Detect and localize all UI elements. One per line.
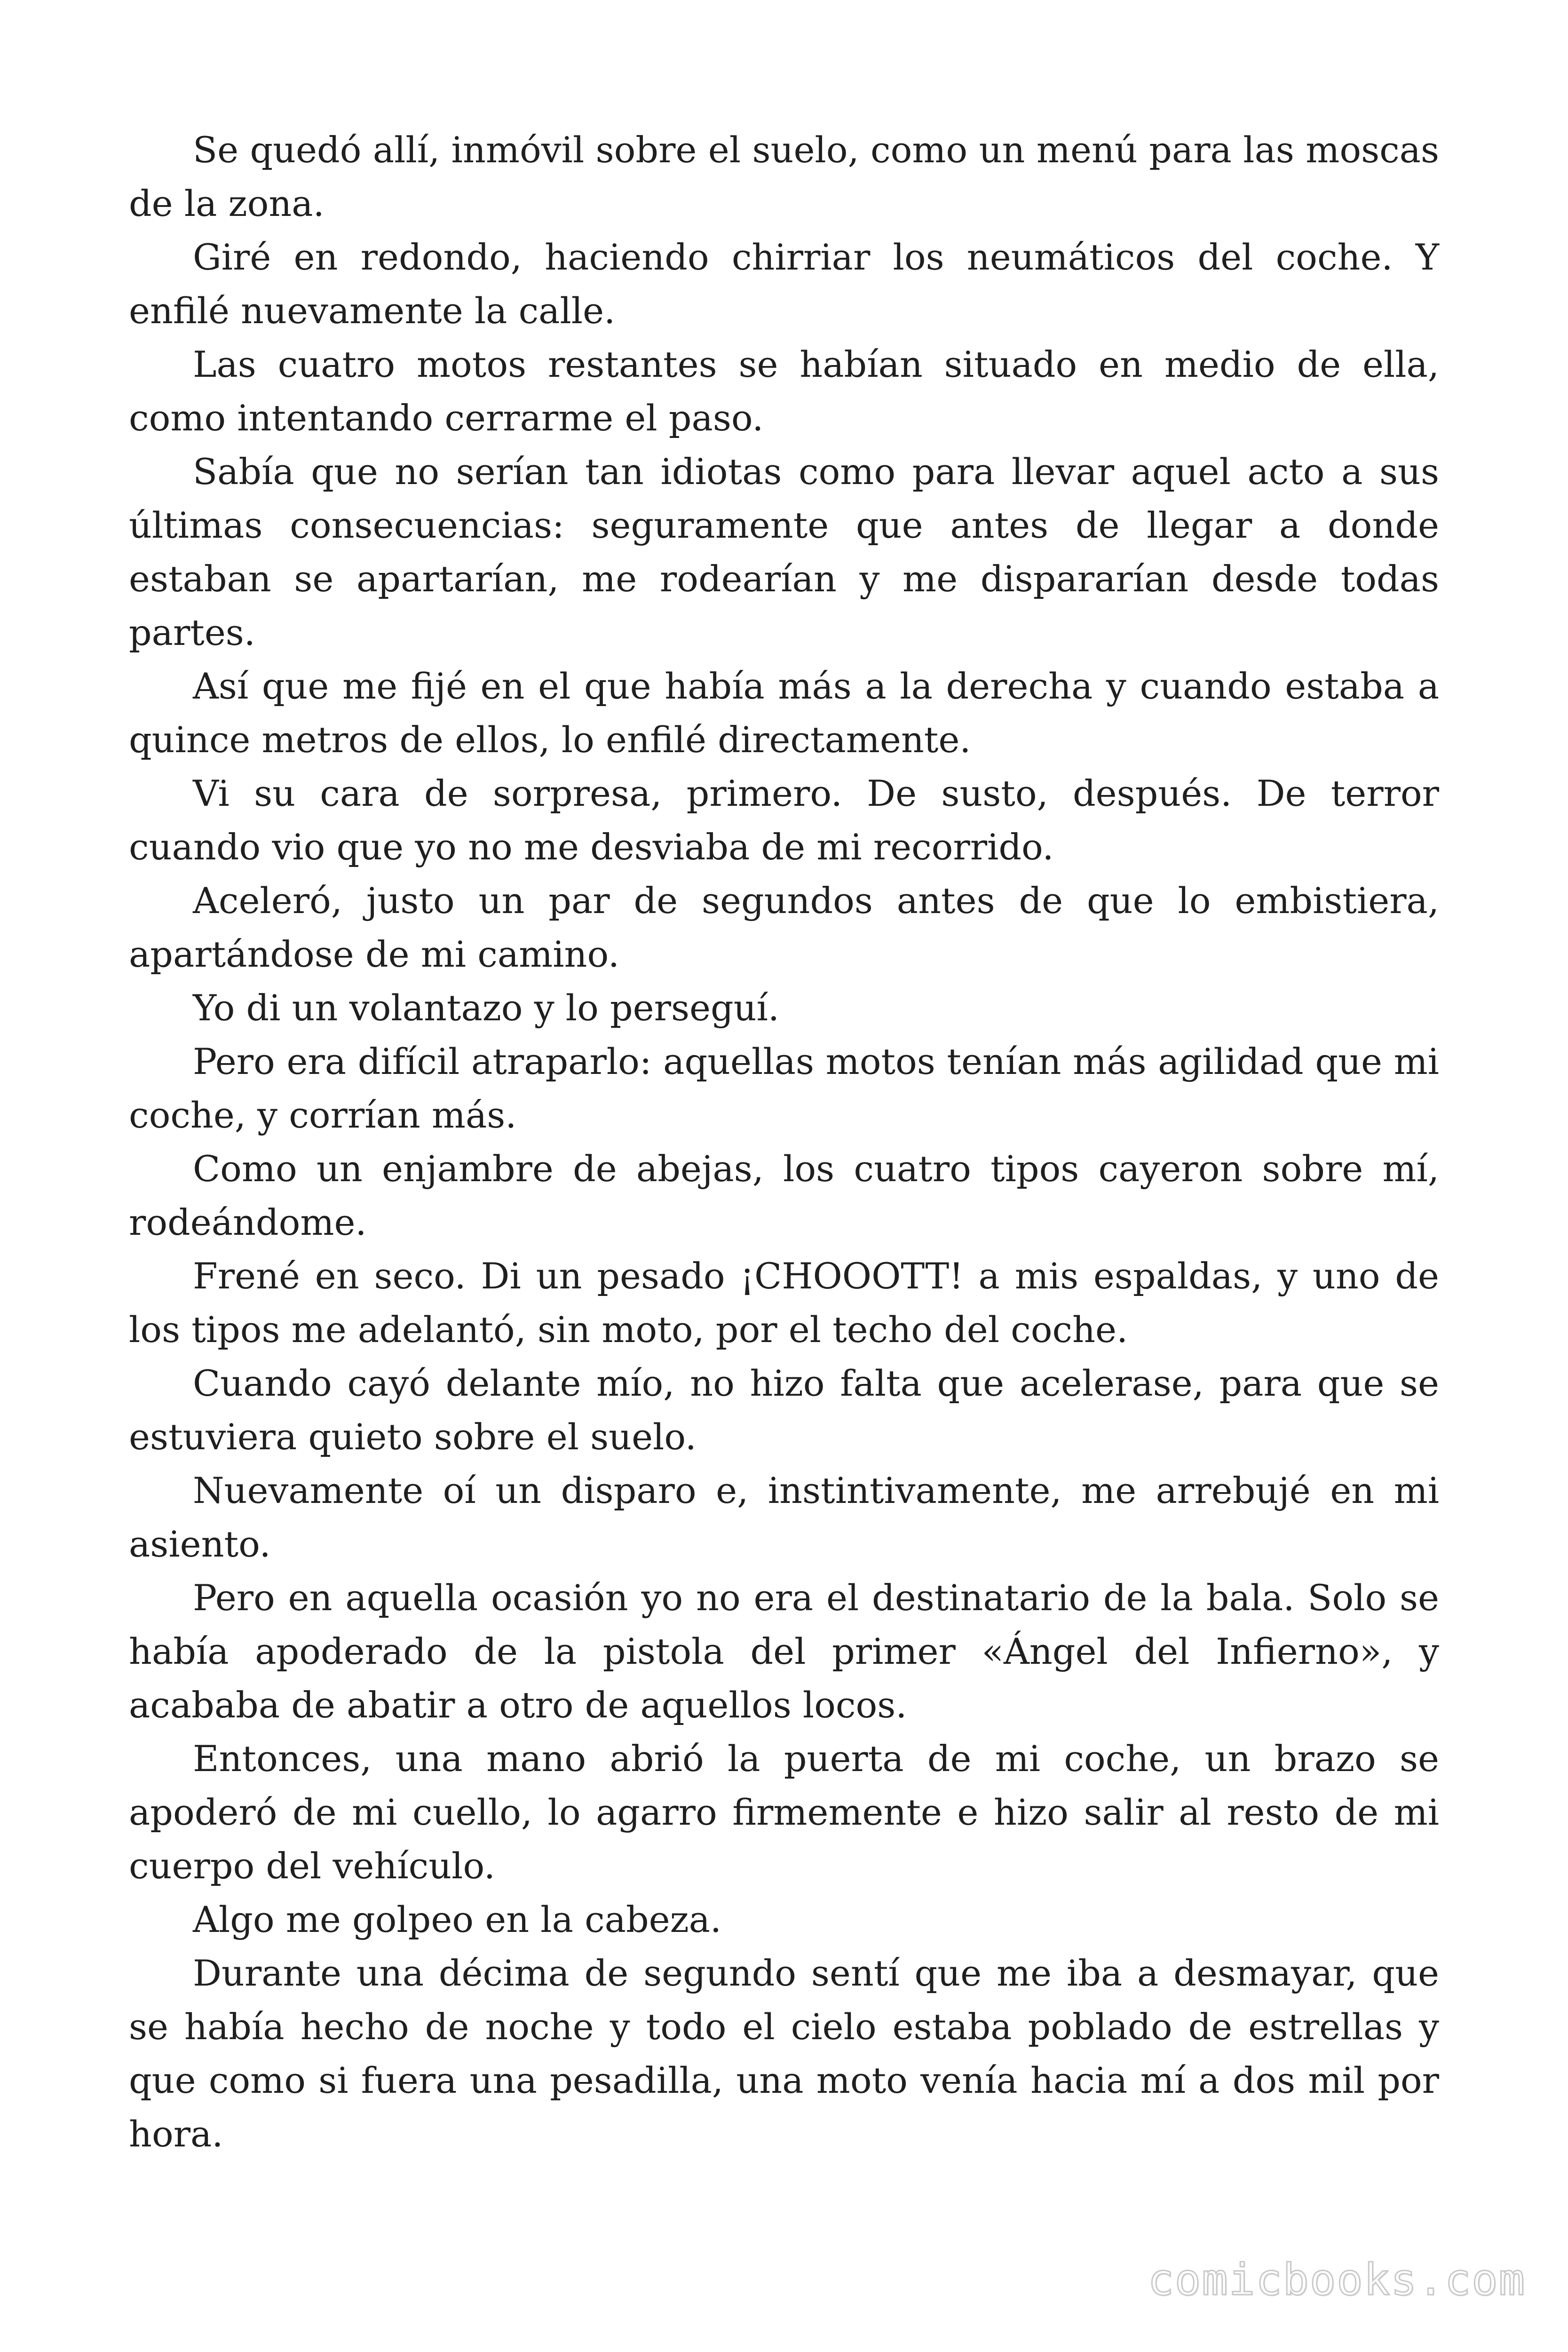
paragraph: Las cuatro motos restantes se habían situado en medio de ella, como intentando cerrarme el paso.: [129, 343, 1439, 439]
paragraph: Frené en seco. Di un pesado ¡CHOOOTT! a mis espaldas, y uno de los tipos me adelantó, sin moto, por el techo del coche.: [129, 1255, 1439, 1351]
paragraph: Aceleró, justo un par de segundos antes de que lo embistiera, apartándose de mi camino.: [129, 880, 1439, 975]
paragraph: Como un enjambre de abejas, los cuatro tipos cayeron sobre mí, rodeándome.: [129, 1148, 1439, 1243]
paragraph: Pero era difícil atraparlo: aquellas motos tenían más agilidad que mi coche, y corrían más.: [129, 1041, 1439, 1136]
body-text: [129, 123, 1439, 2161]
paragraph: Sabía que no serían tan idiotas como para llevar aquel acto a sus últimas consecuencias: seguramente que antes de llegar a donde estaban se apartarían, me rodearían y me dispararían desde todas partes.: [129, 451, 1439, 653]
watermark: comicbooks.com: [1148, 2255, 1526, 2305]
paragraph: Así que me fijé en el que había más a la derecha y cuando estaba a quince metros de ellos, lo enfilé directamente.: [129, 665, 1439, 761]
book-page: [129, 123, 1439, 2155]
paragraph: Se quedó allí, inmóvil sobre el suelo, como un menú para las moscas de la zona.: [129, 129, 1439, 224]
paragraph: Durante una décima de segundo sentí que me iba a desmayar, que se había hecho de noche y todo el cielo estaba poblado de estrellas y que como si fuera una pesadilla, una moto venía hacia mí a dos mil por hora.: [129, 1952, 1439, 2155]
paragraph: Entonces, una mano abrió la puerta de mi coche, un brazo se apoderó de mi cuello, lo agarro firmemente e hizo salir al resto de mi cuerpo del vehículo.: [129, 1738, 1439, 1887]
paragraph: Algo me golpeo en la cabeza.: [193, 1899, 722, 1940]
paragraph: Vi su cara de sorpresa, primero. De susto, después. De terror cuando vio que yo no me desviaba de mi recorrido.: [129, 772, 1439, 868]
paragraph: Pero en aquella ocasión yo no era el destinatario de la bala. Solo se había apoderado de la pistola del primer «Ángel del Infierno», y acababa de abatir a otro de aquellos locos.: [129, 1577, 1439, 1726]
paragraph: Nuevamente oí un disparo e, instintivamente, me arrebujé en mi asiento.: [129, 1470, 1439, 1565]
paragraph: Cuando cayó delante mío, no hizo falta que acelerase, para que se estuviera quieto sobre el suelo.: [129, 1362, 1439, 1458]
paragraph: Yo di un volantazo y lo perseguí.: [193, 987, 780, 1029]
paragraph: Giré en redondo, haciendo chirriar los neumáticos del coche. Y enfilé nuevamente la calle.: [129, 236, 1439, 332]
